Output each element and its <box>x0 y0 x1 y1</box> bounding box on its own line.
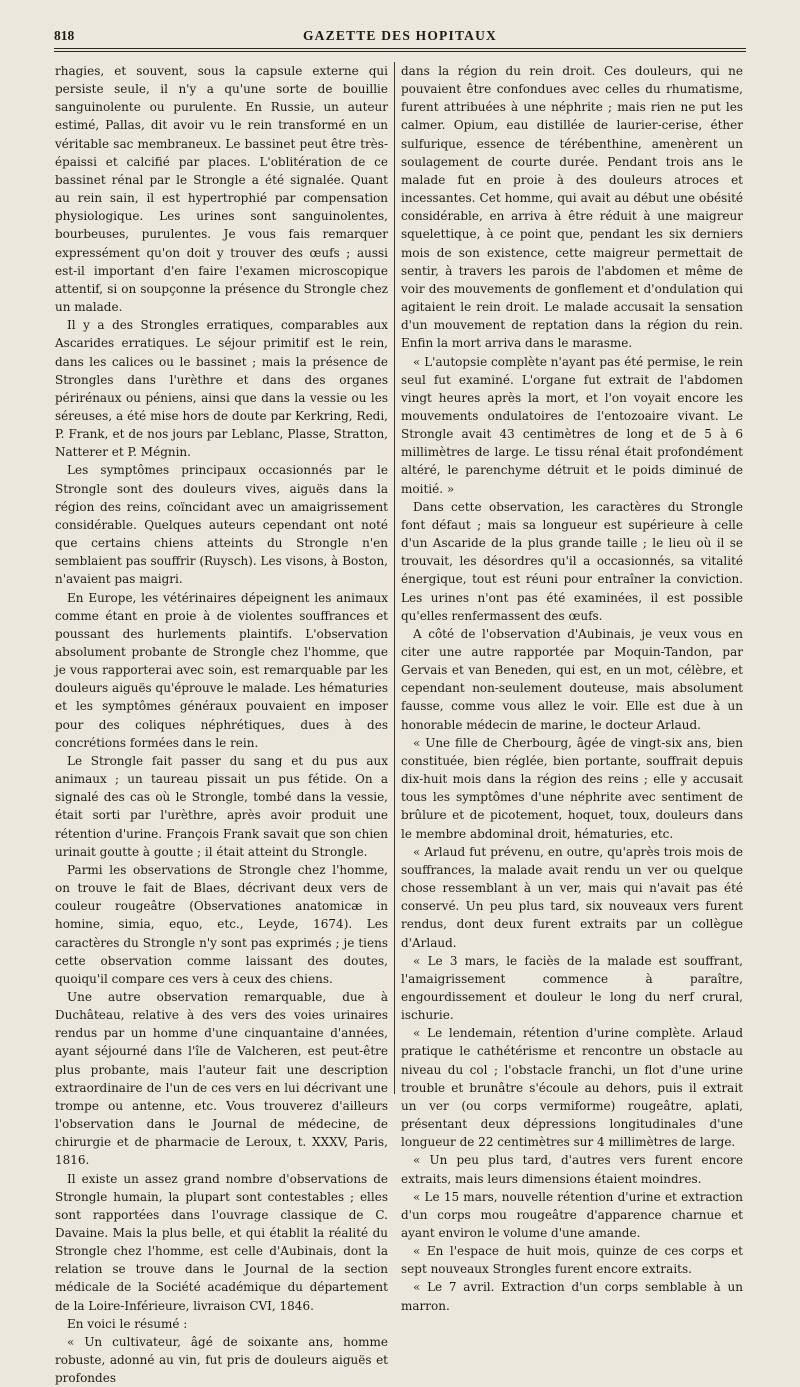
paragraph: « L'autopsie complète n'ayant pas été permise, le rein seul fut examiné. L'organe fut extrait de l'abdomen vingt heures après la mort, et l'on voyait encore les mouvements ondulatoires de l'entozoaire vivant. Le Strongle avait 43 centimètres de long et de 5 à 6 millimètres de large. Le tissu rénal était profondément altéré, le parenchyme détruit et le poids diminué de moitié. » <box>401 354 743 496</box>
paragraph: « Le 3 mars, le faciès de la malade est souffrant, l'amaigrissement commence à paraître, engourdissement et douleur le long du nerf crural, ischurie. <box>401 953 743 1023</box>
paragraph: Dans cette observation, les caractères du Strongle font défaut ; mais sa longueur est supérieure à celle d'un Ascaride de la plus grande taille ; le lieu où il se trouvait, les désordres qu'il a occasionnés, sa vitalité énergique, tout est réuni pour entraîner la conviction. Les urines n'ont pas été examinées, il est possible qu'elles renfermassent des œufs. <box>401 499 743 623</box>
journal-title: GAZETTE DES HOPITAUX <box>302 28 498 43</box>
paragraph: « Le 7 avril. Extraction d'un corps semblable à un marron. <box>401 1280 743 1313</box>
page-number: 818 <box>54 28 75 43</box>
paragraph: rhagies, et souvent, sous la capsule externe qui persiste seule, il n'y a qu'une sorte de bouillie sanguinolente ou purulente. En Russie, un auteur estimé, Pallas, dit avoir vu le rein transformé en un véritable sac membraneux. Le bassinet peut être très-épaissi et calcifié par places. L'oblitération de ce bassinet rénal par le Strongle a été signalée. Quant au rein sain, il est hypertrophié par compensation physiologique. Les urines sont sanguinolentes, bourbeuses, purulentes. Je vous fais remarquer expressément qu'on doit y trouver des œufs ; aussi est-il important d'en faire l'examen microscopique attentif, si on soupçonne la présence du Strongle chez un malade. <box>55 64 388 315</box>
paragraph: « Le lendemain, rétention d'urine complète. Arlaud pratique le cathétérisme et rencontre un obstacle au niveau du col ; l'obstacle franchi, un flot d'une urine trouble et brunâtre s'écoule au dehors, puis il extrait un ver (ou corps vermiforme) rougeâtre, aplati, présentant deux dépressions longitudinales d'une longueur de 22 centimètres sur 4 millimètres de large. <box>401 1026 743 1150</box>
paragraph: A côté de l'observation d'Aubinais, je veux vous en citer une autre rapportée par Moquin-Tandon, par Gervais et van Beneden, qui est, en un mot, célèbre, et cependant non-seulement douteuse, mais absolument fausse, comme vous allez le voir. Elle est due à un honorable médecin de marine, le docteur Arlaud. <box>401 626 743 732</box>
left-column <box>55 62 388 1386</box>
paragraph: En voici le résumé : <box>67 1316 188 1331</box>
paragraph: Le Strongle fait passer du sang et du pus aux animaux ; un taureau pissait un pus fétide. On a signalé des cas où le Strongle, tombé dans la vessie, était sorti par l'urèthre, après avoir produit une rétention d'urine. François Frank savait que son chien urinait goutte à goutte ; il était atteint du Strongle. <box>55 753 388 859</box>
paragraph: dans la région du rein droit. Ces douleurs, qui ne pouvaient être confondues avec celles du rhumatisme, furent attribuées à une néphrite ; mais rien ne put les calmer. Opium, eau distillée de laurier-cerise, éther sulfurique, essence de térébenthine, amenèrent un soulagement de courte durée. Pendant trois ans le malade fut en proie à des douleurs atroces et incessantes. Cet homme, qui avait au début une obésité considérable, en arriva à être réduit à une maigreur squelettique, à ce point que, pendant les six derniers mois de son existence, cette maigreur permettait de sentir, à travers les parois de l'abdomen et même de voir des mouvements de gonflement et d'ondulation qui agitaient le rein droit. Le malade accusait la sensation d'un mouvement de reptation dans la région du rein. Enfin la mort arriva dans le marasme. <box>401 64 743 351</box>
paragraph: « Un cultivateur, âgé de soixante ans, homme robuste, adonné au vin, fut pris de douleurs aiguës et profondes <box>55 1334 388 1386</box>
paragraph: Parmi les observations de Strongle chez l'homme, on trouve le fait de Blaes, décrivant deux vers de couleur rougeâtre (Observationes anatomicæ in homine, simia, equo, etc., Leyde, 1674). Les caractères du Strongle n'y sont pas exprimés ; je tiens cette observation comme laissant des doutes, quoiqu'il compare ces vers à ceux des chiens. <box>55 862 388 986</box>
column-divider <box>394 62 395 1094</box>
right-column <box>401 62 743 1313</box>
header-rule <box>54 51 746 52</box>
paragraph: « Une fille de Cherbourg, âgée de vingt-six ans, bien constituée, bien réglée, bien portante, souffrait depuis dix-huit mois dans la région des reins ; elle y accusait tous les symptômes d'une néphrite avec sentiment de brûlure et de picotement, hoquet, toux, douleurs dans le membre abdominal droit, hématuries, etc. <box>401 735 743 841</box>
paragraph: « Un peu plus tard, d'autres vers furent encore extraits, mais leurs dimensions étaient moindres. <box>401 1153 743 1186</box>
paragraph: Les symptômes principaux occasionnés par le Strongle sont des douleurs vives, aiguës dans la région des reins, coïncidant avec un amaigrissement considérable. Quelques auteurs cependant ont noté que certains chiens atteints du Strongle n'en semblaient pas souffrir (Ruysch). Les visons, à Boston, n'avaient pas maigri. <box>55 463 388 587</box>
paragraph: « Arlaud fut prévenu, en outre, qu'après trois mois de souffrances, la malade avait rendu un ver ou quelque chose ressemblant à un ver, mais qui n'avait pas été conservé. Un peu plus tard, six nouveaux vers furent rendus, dont deux furent extraits par un collègue d'Arlaud. <box>401 844 743 950</box>
page-header <box>54 24 746 49</box>
paragraph: « En l'espace de huit mois, quinze de ces corps et sept nouveaux Strongles furent encore extraits. <box>401 1244 743 1277</box>
paragraph: En Europe, les vétérinaires dépeignent les animaux comme étant en proie à de violentes souffrances et poussant des hurlements plaintifs. L'observation absolument probante de Strongle chez l'homme, que je vous rapporterai avec soin, est remarquable par les douleurs aiguës qu'éprouve le malade. Les hématuries et les symptômes généraux pouvaient en imposer pour des coliques néphrétiques, dues à des concrétions formées dans le rein. <box>55 590 388 750</box>
paragraph: Il existe un assez grand nombre d'observations de Strongle humain, la plupart sont contestables ; elles sont rapportées dans l'ouvrage classique de C. Davaine. Mais la plus belle, et qui établit la réalité du Strongle chez l'homme, est celle d'Aubinais, dont la relation se trouve dans le Journal de la section médicale de la Société académique du département de la Loire-Inférieure, livraison CVI, 1846. <box>55 1171 388 1313</box>
paragraph: Une autre observation remarquable, due à Duchâteau, relative à des vers des voies urinaires rendus par un homme d'une cinquantaine d'années, ayant séjourné dans l'île de Valcheren, est peut-être plus probante, mais l'auteur fait une description extraordinaire de l'un de ces vers en lui décrivant une trompe ou antenne, etc. Vous trouverez d'ailleurs l'observation dans le Journal de médecine, de chirurgie et de pharmacie de Leroux, t. XXXV, Paris, 1816. <box>55 989 388 1168</box>
paragraph: « Le 15 mars, nouvelle rétention d'urine et extraction d'un corps mou rougeâtre d'apparence charnue et ayant environ le volume d'une amande. <box>401 1189 743 1240</box>
paragraph: Il y a des Strongles erratiques, comparables aux Ascarides erratiques. Le séjour primitif est le rein, dans les calices ou le bassinet ; mais la présence de Strongles dans l'urèthre et dans des organes périrénaux ou péniens, ainsi que dans la vessie ou les séreuses, a été mise hors de doute par Kerkring, Redi, P. Frank, et de nos jours par Leblanc, Plasse, Stratton, Natterer et P. Mégnin. <box>55 318 388 460</box>
